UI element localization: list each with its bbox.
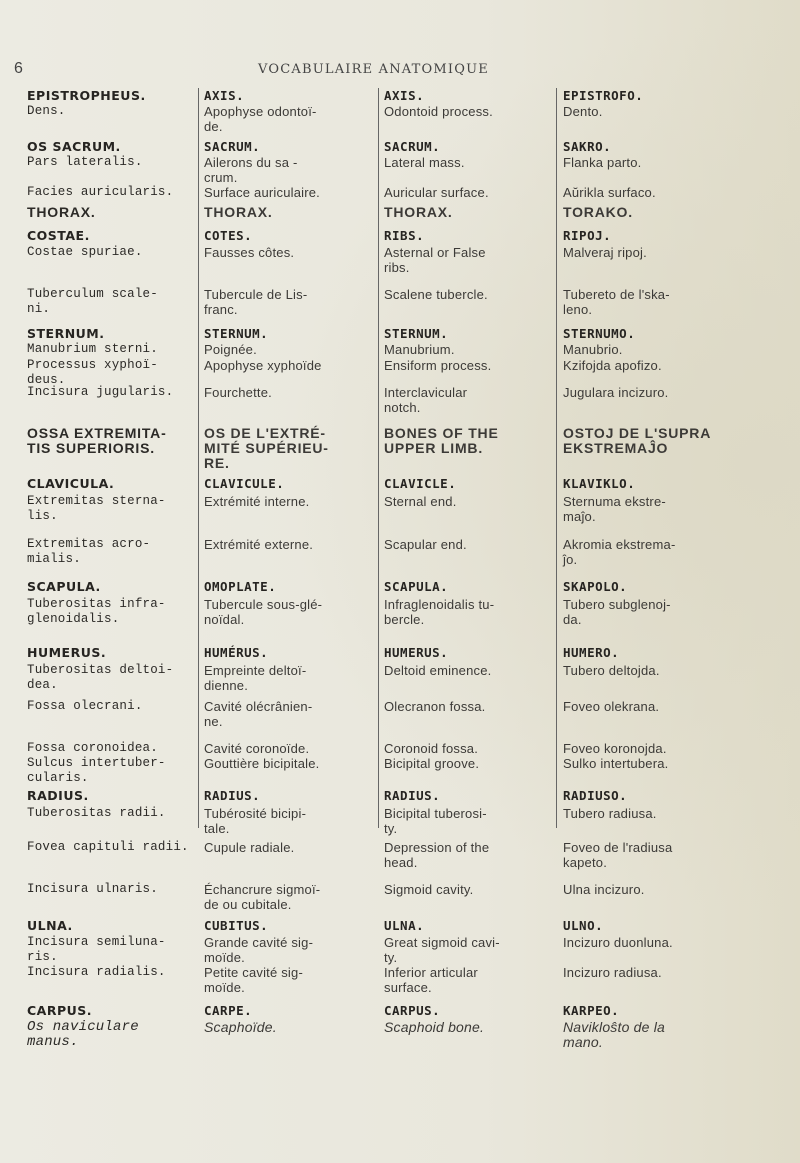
english-term: Sternal end. <box>384 494 457 509</box>
french-term: CLAVICULE. <box>204 476 285 491</box>
french-term: HUMÉRUS. <box>204 645 269 660</box>
esperanto-term: Foveo olekrana. <box>563 699 660 714</box>
esperanto-term: RADIUSO. <box>563 788 628 803</box>
french-term: AXIS. <box>204 88 245 103</box>
latin-term: SCAPULA. <box>27 579 101 594</box>
esperanto-term: SAKRO. <box>563 139 612 154</box>
french-term: Cavité olécrânien- ne. <box>204 699 313 729</box>
french-term: Extrémité interne. <box>204 494 310 509</box>
esperanto-term: Malveraj ripoj. <box>563 245 647 260</box>
esperanto-term: Aŭrikla surfaco. <box>563 185 656 200</box>
latin-term: Incisura radialis. <box>27 965 166 979</box>
latin-term: Tuberositas deltoi- dea. <box>27 663 174 692</box>
esperanto-term: Flanka parto. <box>563 155 642 170</box>
esperanto-term: Navikloŝto de la mano. <box>563 1019 666 1050</box>
english-term: Great sigmoid cavi- ty. <box>384 935 500 965</box>
english-term: AXIS. <box>384 88 425 103</box>
english-term: BONES OF THE UPPER LIMB. <box>384 425 499 456</box>
french-term: Surface auriculaire. <box>204 185 320 200</box>
english-term: Scaphoid bone. <box>384 1019 485 1035</box>
french-term: Cavité coronoïde. Gouttière bicipitale. <box>204 741 320 771</box>
page-header <box>0 60 800 82</box>
latin-term: ULNA. <box>27 918 73 933</box>
esperanto-term: Sternuma ekstre- maĵo. <box>563 494 666 524</box>
esperanto-term: Manubrio. <box>563 342 623 357</box>
running-title: VOCABULAIRE ANATOMIQUE <box>258 62 489 77</box>
english-term: RIBS. <box>384 228 425 243</box>
french-term: Tubercule sous-glé- noïdal. <box>204 597 323 627</box>
latin-term: Os naviculare manus. <box>27 1019 139 1050</box>
english-term: Coronoid fossa. Bicipital groove. <box>384 741 480 771</box>
english-term: Bicipital tuberosi- ty. <box>384 806 487 836</box>
french-term: Apophyse xyphoïde <box>204 358 322 373</box>
french-term: Fourchette. <box>204 385 272 400</box>
french-term: Tubercule de Lis- franc. <box>204 287 308 317</box>
french-term: Extrémité externe. <box>204 537 314 552</box>
english-term: STERNUM. <box>384 326 449 341</box>
esperanto-term: Dento. <box>563 104 603 119</box>
latin-term: Costae spuriae. <box>27 245 143 259</box>
english-term: Ensiform process. <box>384 358 492 373</box>
latin-term: Facies auricularis. <box>27 185 174 199</box>
english-term: Sigmoid cavity. <box>384 882 474 897</box>
french-term: Grande cavité sig- moïde. <box>204 935 314 965</box>
esperanto-term: Kzifojda apofizo. <box>563 358 662 373</box>
esperanto-term: Incizuro duonluna. <box>563 935 673 950</box>
english-term: Deltoid eminence. <box>384 663 492 678</box>
esperanto-term: Ulna incizuro. <box>563 882 645 897</box>
latin-term: COSTAE. <box>27 228 90 243</box>
esperanto-term: EPISTROFO. <box>563 88 644 103</box>
english-term: HUMERUS. <box>384 645 449 660</box>
latin-term: Tuberositas radii. <box>27 806 166 820</box>
english-term: Odontoid process. <box>384 104 493 119</box>
french-term: Ailerons du sa - crum. <box>204 155 298 185</box>
english-term: THORAX. <box>384 204 453 220</box>
esperanto-term: Tubero deltojda. <box>563 663 660 678</box>
latin-term: THORAX. <box>27 204 96 220</box>
esperanto-term: Foveo koronojda. Sulko intertubera. <box>563 741 669 771</box>
english-term: Interclavicular notch. <box>384 385 468 415</box>
latin-term: Extremitas sterna- lis. <box>27 494 166 523</box>
french-term: Cupule radiale. <box>204 840 295 855</box>
esperanto-term: Foveo de l'radiusa kapeto. <box>563 840 673 870</box>
latin-term: OSSA EXTREMITA- TIS SUPERIORIS. <box>27 425 167 456</box>
latin-term: HUMERUS. <box>27 645 107 660</box>
latin-term: Fossa olecrani. <box>27 699 143 713</box>
french-term: Apophyse odontoï- de. <box>204 104 317 134</box>
french-term: Tubérosité bicipi- tale. <box>204 806 307 836</box>
french-term: SACRUM. <box>204 139 261 154</box>
latin-term: OS SACRUM. <box>27 139 121 154</box>
english-term: CLAVICLE. <box>384 476 457 491</box>
esperanto-term: KLAVIKLO. <box>563 476 636 491</box>
esperanto-term: OSTOJ DE L'SUPRA EKSTREMAĴO <box>563 425 712 456</box>
french-term: STERNUM. <box>204 326 269 341</box>
french-term: RADIUS. <box>204 788 261 803</box>
french-term: Empreinte deltoï- dienne. <box>204 663 307 693</box>
french-term: CUBITUS. <box>204 918 269 933</box>
esperanto-term: HUMERO. <box>563 645 620 660</box>
latin-term: CARPUS. <box>27 1003 93 1018</box>
english-term: Infraglenoidalis tu- bercle. <box>384 597 495 627</box>
esperanto-term: Incizuro radiusa. <box>563 965 662 980</box>
french-term: Petite cavité sig- moïde. <box>204 965 303 995</box>
english-term: Lateral mass. <box>384 155 465 170</box>
esperanto-term: RIPOJ. <box>563 228 612 243</box>
latin-term: Extremitas acro- mialis. <box>27 537 151 566</box>
french-term: CARPE. <box>204 1003 253 1018</box>
latin-term: Pars lateralis. <box>27 155 143 169</box>
english-term: CARPUS. <box>384 1003 441 1018</box>
latin-term: Manubrium sterni. <box>27 342 158 356</box>
column-divider <box>198 88 199 828</box>
esperanto-term: STERNUMO. <box>563 326 636 341</box>
english-term: SACRUM. <box>384 139 441 154</box>
english-term: ULNA. <box>384 918 425 933</box>
english-term: Inferior articular surface. <box>384 965 478 995</box>
latin-term: EPISTROPHEUS. <box>27 88 146 103</box>
latin-term: Dens. <box>27 104 66 118</box>
english-term: Auricular surface. <box>384 185 489 200</box>
esperanto-term: Tubero radiusa. <box>563 806 657 821</box>
french-term: OMOPLATE. <box>204 579 277 594</box>
esperanto-term: KARPEO. <box>563 1003 620 1018</box>
english-term: Scapular end. <box>384 537 467 552</box>
french-term: THORAX. <box>204 204 273 220</box>
french-term: Scaphoïde. <box>204 1019 277 1035</box>
latin-term: Incisura ulnaris. <box>27 882 158 896</box>
latin-term: Fossa coronoidea. Sulcus intertuber- cularis. <box>27 741 166 785</box>
english-term: Manubrium. <box>384 342 455 357</box>
esperanto-term: ULNO. <box>563 918 604 933</box>
column-divider <box>378 88 379 828</box>
column-divider <box>556 88 557 828</box>
french-term: Échancrure sigmoï- de ou cubitale. <box>204 882 321 912</box>
latin-term: RADIUS. <box>27 788 89 803</box>
english-term: Asternal or False ribs. <box>384 245 486 275</box>
english-term: SCAPULA. <box>384 579 449 594</box>
french-term: OS DE L'EXTRÉ- MITÉ SUPÉRIEU- RE. <box>204 425 329 471</box>
latin-term: CLAVICULA. <box>27 476 115 491</box>
french-term: Poignée. <box>204 342 257 357</box>
english-term: Scalene tubercle. <box>384 287 488 302</box>
esperanto-term: TORAKO. <box>563 204 633 220</box>
latin-term: STERNUM. <box>27 326 105 341</box>
latin-term: Fovea capituli radii. <box>27 840 189 854</box>
french-term: Fausses côtes. <box>204 245 295 260</box>
english-term: Olecranon fossa. <box>384 699 486 714</box>
latin-term: Tuberculum scale- ni. <box>27 287 158 316</box>
esperanto-term: Tubereto de l'ska- leno. <box>563 287 670 317</box>
latin-term: Incisura jugularis. <box>27 385 174 399</box>
esperanto-term: Tubero subglenoj- da. <box>563 597 671 627</box>
latin-term: Incisura semiluna- ris. <box>27 935 166 964</box>
esperanto-term: Akromia ekstrema- ĵo. <box>563 537 676 567</box>
page-number: 6 <box>14 60 23 77</box>
english-term: RADIUS. <box>384 788 441 803</box>
esperanto-term: Jugulara incizuro. <box>563 385 669 400</box>
french-term: COTES. <box>204 228 253 243</box>
esperanto-term: SKAPOLO. <box>563 579 628 594</box>
latin-term: Tuberositas infra- glenoidalis. <box>27 597 166 626</box>
english-term: Depression of the head. <box>384 840 490 870</box>
latin-term: Processus xyphoï- deus. <box>27 358 158 387</box>
